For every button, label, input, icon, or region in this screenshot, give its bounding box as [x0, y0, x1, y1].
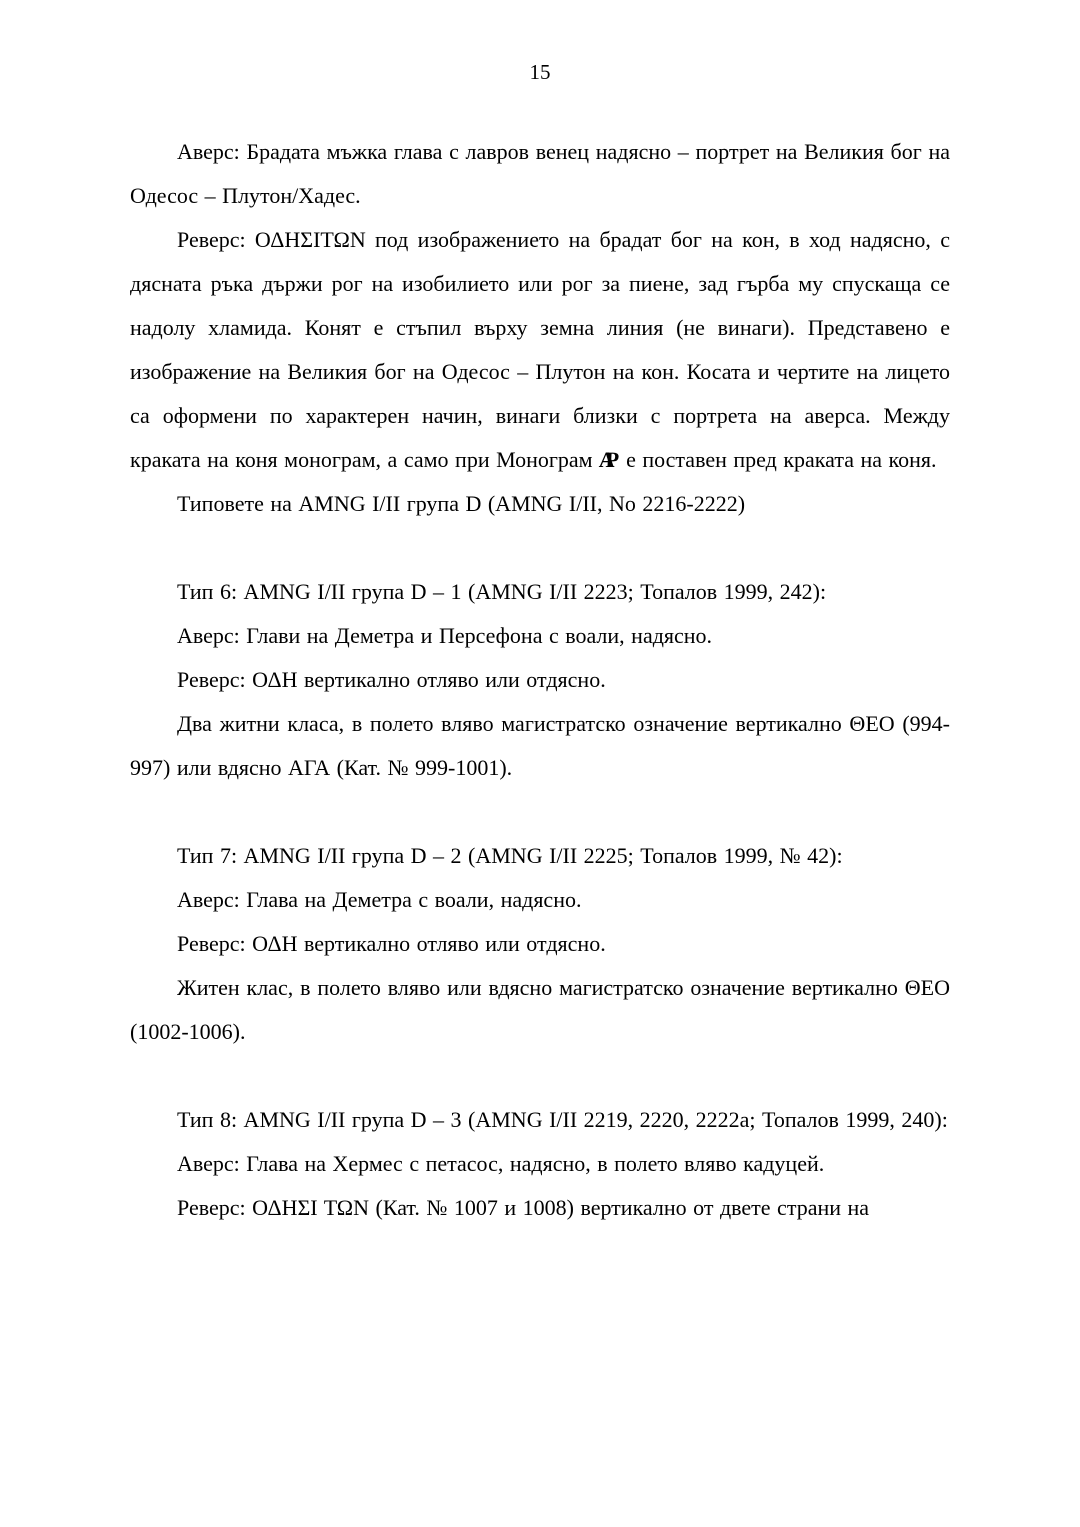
type-8-avers-line: Аверс: Глава на Хермес с петасос, надясно, в полето вляво кадуцей.	[177, 1151, 825, 1176]
type-8-revers-line: Реверс: ΟΔΗΣΙ ΤΩΝ (Кат. № 1007 и 1008) вертикално от двете страни на	[177, 1195, 870, 1220]
type-8-section	[130, 1098, 950, 1230]
ap-monogram: ΑΡ	[597, 447, 611, 472]
page-content	[130, 130, 950, 1230]
paragraph-revers-intro	[130, 218, 950, 482]
type-7-description: Житен клас, в полето вляво или вдясно магистратско означение вертикално ΘΕΟ (1002-1006).	[130, 975, 950, 1044]
type-6-section	[130, 570, 950, 790]
page-number: 15	[529, 60, 551, 84]
type-6-description: Два житни класа, в полето вляво магистратско означение вертикално ΘΕΟ (994-997) или вдясно АГА (Кат. № 999-1001).	[130, 711, 950, 780]
paragraph-avers-intro: Аверс: Брадата мъжка глава с лавров венец надясно – портрет на Великия бог на Одесос – Плутон/Хадес.	[130, 139, 950, 208]
type-7-revers-line: Реверс: ΟΔΗ вертикално отляво или отдясно.	[177, 931, 606, 956]
type-6-avers-line: Аверс: Глави на Деметра и Персефона с воали, надясно.	[177, 623, 713, 648]
type-6-revers-line: Реверс: ΟΔΗ вертикално отляво или отдясно.	[177, 667, 606, 692]
type-8-heading: Тип 8: AMNG I/II група D – 3 (AMNG I/II 2219, 2220, 2222a; Топалов 1999, 240):	[177, 1107, 948, 1132]
revers-intro-text-before-monogram: Реверс: ΟΔΗΣΙΤΩΝ под изображението на брадат бог на кон, в ход надясно, с дясната ръка държи рог на изобилието или рог за пиене, зад гърба му спускаща се надолу хламида. Конят е стъпил върху земна линия (не винаги). Представено е изображение на Великия бог на Одесос – Плутон на кон. Косата и чертите на лицето са оформени по характерен начин, винаги близки с портрета на аверса. Между краката на коня монограм, а само при Монограм	[130, 227, 950, 472]
type-6-heading: Тип 6: AMNG I/II група D – 1 (AMNG I/II 2223; Топалов 1999, 242):	[177, 579, 827, 604]
type-7-avers-line: Аверс: Глава на Деметра с воали, надясно.	[177, 887, 582, 912]
type-7-section	[130, 834, 950, 1054]
revers-intro-text-after-monogram: е поставен пред краката на коня.	[626, 447, 937, 472]
types-summary-line: Типовете на AMNG I/II група D (AMNG I/II, No 2216-2222)	[177, 491, 746, 516]
type-7-heading: Тип 7: AMNG I/II група D – 2 (AMNG I/II 2225; Топалов 1999, № 42):	[177, 843, 843, 868]
